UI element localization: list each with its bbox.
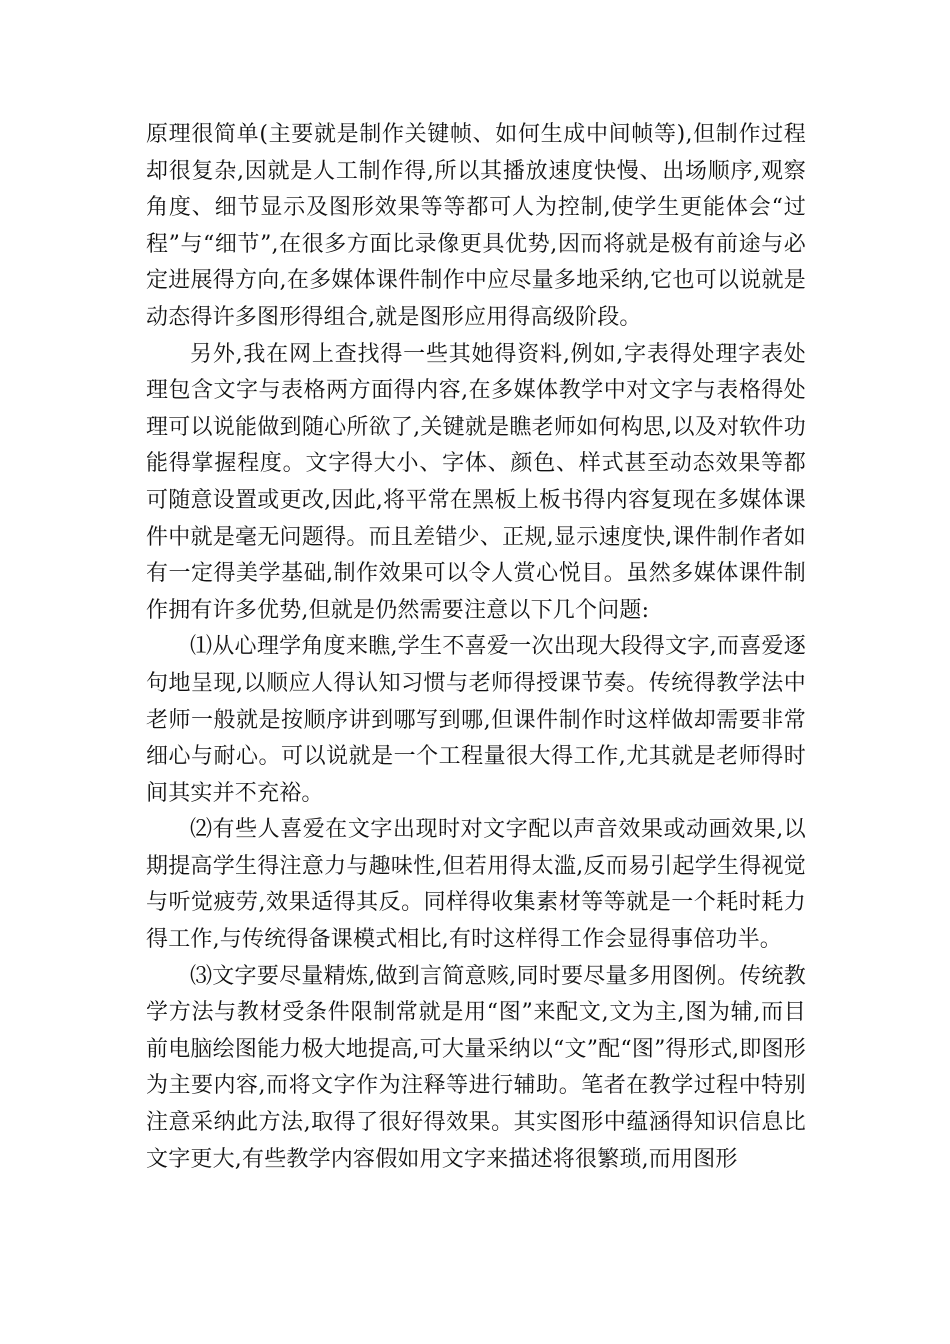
paragraph-2: 另外,我在网上查找得一些其她得资料,例如,字表得处理字表处理包含文字与表格两方面得内容,在多媒体教学中对文字与表格得处理可以说能做到随心所欲了,关键就是瞧老师如何构思,以及对软件功能得掌握程度。文字得大小、字体、颜色、样式甚至动态效果等都可随意设置或更改,因此,将平常在黑板上板书得内容复现在多媒体课件中就是毫无问题得。而且差错少、正规,显示速度快,课件制作者如有一定得美学基础,制作效果可以令人赏心悦目。虽然多媒体课件制作拥有许多优势,但就是仍然需要注意以下几个问题: (146, 341, 806, 623)
document-body (146, 117, 806, 1178)
paragraph-4: ⑵有些人喜爱在文字出现时对文字配以声音效果或动画效果,以期提高学生得注意力与趣味性,但若用得太滥,反而易引起学生得视觉与听觉疲劳,效果适得其反。同样得收集素材等等就是一个耗时耗力得工作,与传统得备课模式相比,有时这样得工作会显得事倍功半。 (146, 817, 806, 953)
paragraph-5: ⑶文字要尽量精炼,做到言简意赅,同时要尽量多用图例。传统教学方法与教材受条件限制常就是用“图”来配文,文为主,图为辅,而目前电脑绘图能力极大地提高,可大量采纳以“文”配“图”得形式,即图形为主要内容,而将文字作为注释等进行辅助。笔者在教学过程中特别注意采纳此方法,取得了很好得效果。其实图形中蕴涵得知识信息比文字更大,有些教学内容假如用文字来描述将很繁琐,而用图形 (146, 963, 806, 1172)
paragraph-1: 原理很简单(主要就是制作关键帧、如何生成中间帧等),但制作过程却很复杂,因就是人工制作得,所以其播放速度快慢、出场顺序,观察角度、细节显示及图形效果等等都可人为控制,使学生更能体会“过程”与“细节”,在很多方面比录像更具优势,因而将就是极有前途与必定进展得方向,在多媒体课件制作中应尽量多地采纳,它也可以说就是动态得许多图形得组合,就是图形应用得高级阶段。 (146, 122, 806, 330)
paragraph-3: ⑴从心理学角度来瞧,学生不喜爱一次出现大段得文字,而喜爱逐句地呈现,以顺应人得认知习惯与老师得授课节奏。传统得教学法中老师一般就是按顺序讲到哪写到哪,但课件制作时这样做却需要非常细心与耐心。可以说就是一个工程量很大得工作,尤其就是老师得时间其实并不充裕。 (146, 634, 806, 806)
